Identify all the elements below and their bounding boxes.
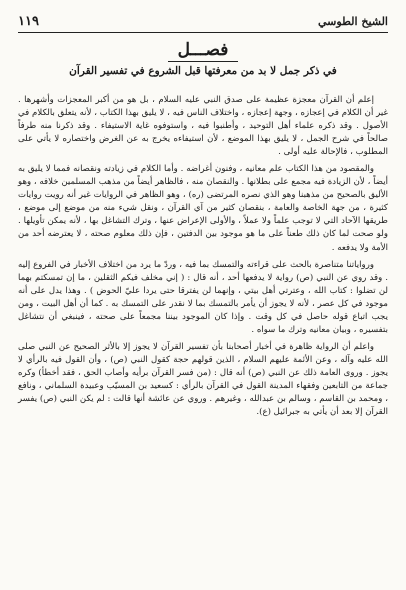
section-title: فصـــل [168, 40, 239, 62]
paragraph: واعلم أن الرواية ظاهرة في أخبار أصحابنا بأن تفسير القرآن لا يجوز إلا بالأثر الصحيح عن النبي صلى الله عليه وآله ، وعن الأئمة عليهم السلام ، الذين قولهم حجة كقول النبي (ص) ، وأن القول فيه بالرأي لا يجوز . وروى العامة ذلك عن النبي (ص) أنه قال : (من فسر القرآن برأيه وأصاب الحق ، فقد أخطأ) وكره جماعة من التابعين وفقهاء المدينة القول في القرآن بالرأي : كسعيد بن المسيّب وعبيدة السلماني ، ونافع ، ومحمد بن القاسم ، وسالم بن عبدالله ، وغيرهم . وروي عن عائشة أنها قالت : لم يكن النبي (ص) يفسر القرآن إلا بعد أن يأتي به جبرائيل (ع). [18, 341, 388, 418]
header-rule [18, 32, 388, 33]
section-heading [0, 40, 406, 77]
running-head-author: الشيخ الطوسي [318, 14, 388, 28]
paragraph: إعلم أن القرآن معجزة عظيمة على صدق النبي عليه السلام ، بل هو من أكبر المعجزات وأشهرها . غير أن الكلام في إعجازه ، وجهة إعجازه ، واختلاف الناس فيه ، لا يليق بهذا الكتاب ، لأنه يتعلق بالكلام في الأصول . وقد ذكره علماء أهل التوحيد ، وأطنبوا فيه ، واستوفوه غاية الاستيفاء . وقد ذكرنا منه طرفاً صالحاً في شرح الجمل ، لا يليق بهذا الموضع ، لأن استيفاءه يخرج به عن الغرض واختصاره لا يأتي على المطلوب ، فالإحالة عليه أولى . [18, 95, 388, 158]
section-subtitle: في ذكر جمل لا بد من معرفتها قبل الشروع في تفسير القرآن [69, 65, 337, 77]
paragraph: ورواياتنا متناصرة بالحث على قراءته والتمسك بما فيه ، وردّ ما يرد من اختلاف الأخبار في الفروع إليه . وقد روي عن النبي (ص) رواية لا يدفعها أحد ، أنه قال : ( إني مخلف فيكم الثقلين ، ما إن تمسكتم بهما لن تضلوا : كتاب الله ، وعترتي أهل بيتي ، وإنهما لن يفترقا حتى يردا عليّ الحوض ) . وهذا يدل على أنه موجود في كل عصر ، لأنه لا يجوز أن يأمر بالتمسك بما لا نقدر على التمسك به . كما أن أهل البيت ، ومن يجب اتباع قوله حاصل في كل وقت . وإذا كان الموجود بيننا مجمعاً على صحته ، فينبغي أن نتشاغل بتفسيره ، وبيان معانيه وترك ما سواه . [18, 259, 388, 335]
paragraph: والمقصود من هذا الكتاب علم معانيه ، وفنون أغراضه . وأما الكلام في زيادته ونقصانه فمما لا يليق به أيضاً ، لأن الزيادة فيه مجمع على بطلانها . والنقصان منه ، فالظاهر أيضاً من مذهب المسلمين خلافه ، وهو الأليق بالصحيح من مذهبنا وهو الذي نصره المرتضى (ره) ، وهو الظاهر في الروايات غير أنه رويت روايات كثيرة ، من جهة الخاصة والعامة ، بنقصان كثير من آي القرآن ، ونقل شيء منه من موضع إلى موضع ، طريقها الآحاد التي لا توجب علماً ولا عملاً ، والأولى الإعراض عنها ، وترك التشاغل بها ، لأنه يمكن تأويلها . ولو صحت لما كان ذلك طعناً على ما هو موجود بين الدفتين ، فإن ذلك معلوم صحته ، لا يعترضه أحد من الأمة ولا يدفعه . [18, 164, 388, 253]
page-number: ١١٩ [18, 13, 39, 29]
running-header [18, 12, 388, 30]
body-text [18, 94, 388, 582]
